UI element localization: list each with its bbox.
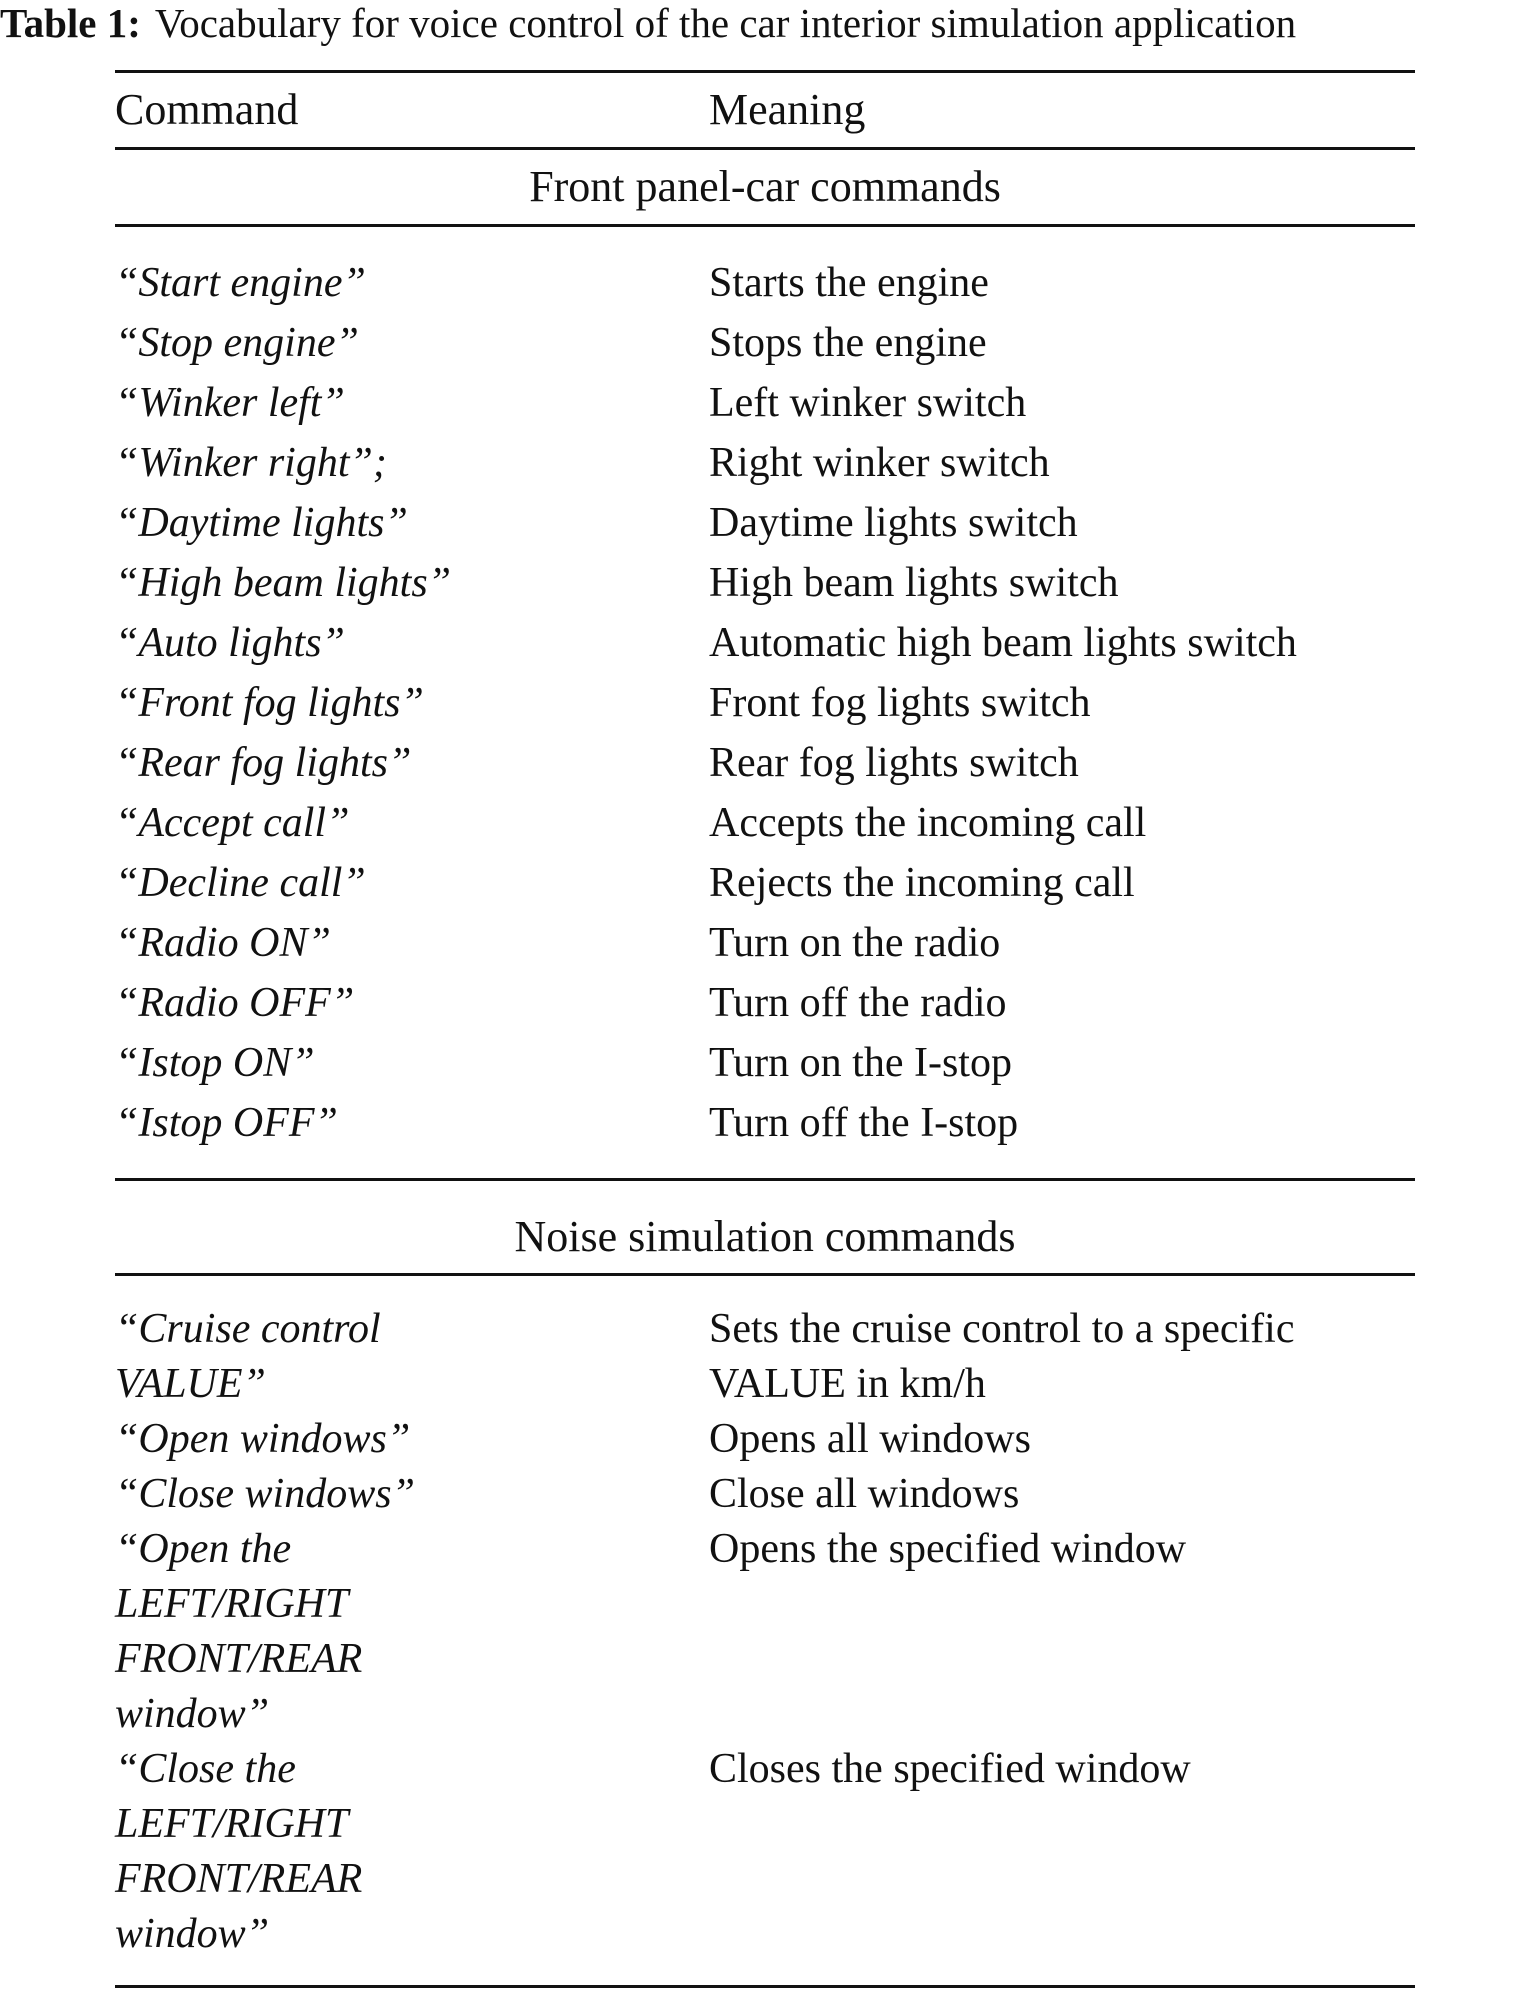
meaning-line: VALUE in km/h [709, 1361, 986, 1407]
table-row [115, 1522, 1415, 1742]
table-row [115, 493, 1415, 553]
command-cell: “Radio ON” [115, 920, 331, 966]
table-row [115, 1093, 1415, 1153]
command-cell: “Radio OFF” [115, 980, 355, 1026]
section-front-rule [115, 224, 1415, 227]
section-noise-rule [115, 1273, 1415, 1276]
table-row [115, 973, 1415, 1033]
meaning-cell: Rejects the incoming call [709, 860, 1135, 906]
command-cell [115, 1412, 709, 1467]
meaning-cell: Automatic high beam lights switch [709, 620, 1297, 666]
command-cell: “Decline call” [115, 860, 366, 906]
command-cell [115, 1467, 709, 1522]
section-title-front-panel: Front panel-car commands [529, 162, 1001, 211]
command-line: “Open windows” [115, 1416, 411, 1462]
command-cell: “Istop OFF” [115, 1100, 338, 1146]
meaning-cell: Turn off the radio [709, 980, 1007, 1026]
header-command: Command [115, 85, 299, 134]
table-row [115, 613, 1415, 673]
table-row [115, 853, 1415, 913]
table-row [115, 913, 1415, 973]
meaning-cell: Rear fog lights switch [709, 740, 1079, 786]
command-cell [115, 1522, 709, 1742]
table-row [115, 1742, 1415, 1962]
command-cell: “Daytime lights” [115, 500, 408, 546]
meaning-cell: Accepts the incoming call [709, 800, 1147, 846]
meaning-line: Opens the specified window [709, 1526, 1187, 1572]
table-caption-title: Vocabulary for voice control of the car interior simulation application [154, 0, 1297, 46]
table-row [115, 313, 1415, 373]
command-cell: “Rear fog lights” [115, 740, 412, 786]
header-meaning: Meaning [709, 85, 866, 134]
command-cell: “Stop engine” [115, 320, 359, 366]
table-row [115, 373, 1415, 433]
command-cell [115, 1302, 709, 1412]
command-cell: “Front fog lights” [115, 680, 424, 726]
table-row [115, 433, 1415, 493]
meaning-cell [709, 1302, 1415, 1412]
command-line: “Cruise control [115, 1306, 381, 1352]
bottom-rule [115, 1985, 1415, 1988]
command-line: VALUE” [115, 1361, 266, 1407]
meaning-line: Sets the cruise control to a specific [709, 1306, 1295, 1352]
meaning-line: Close all windows [709, 1471, 1020, 1517]
meaning-cell: Turn on the I-stop [709, 1040, 1012, 1086]
header-rule [115, 147, 1415, 150]
meaning-cell [709, 1467, 1415, 1522]
table-row [115, 1467, 1415, 1522]
command-cell: “High beam lights” [115, 560, 452, 606]
table-row [115, 673, 1415, 733]
meaning-cell: Daytime lights switch [709, 500, 1078, 546]
command-line: LEFT/RIGHT [115, 1801, 349, 1847]
table-caption-label: Table 1: [0, 0, 141, 46]
command-cell [115, 1742, 709, 1962]
meaning-cell: Front fog lights switch [709, 680, 1091, 726]
command-cell: “Winker right”; [115, 440, 387, 486]
meaning-cell: Stops the engine [709, 320, 987, 366]
meaning-cell: Left winker switch [709, 380, 1027, 426]
meaning-cell: Turn off the I-stop [709, 1100, 1019, 1146]
meaning-cell: Turn on the radio [709, 920, 1001, 966]
meaning-cell [709, 1742, 1415, 1962]
command-line: window” [115, 1691, 270, 1737]
section-title-noise-simulation: Noise simulation commands [514, 1212, 1016, 1261]
front-panel-commands-table [115, 253, 1415, 1153]
command-line: LEFT/RIGHT [115, 1581, 349, 1627]
section-front-end-rule [115, 1178, 1415, 1181]
meaning-line: Opens all windows [709, 1416, 1031, 1462]
command-line: FRONT/REAR [115, 1636, 363, 1682]
table-row [115, 793, 1415, 853]
table-row [115, 553, 1415, 613]
table-row [115, 1033, 1415, 1093]
table-caption [0, 0, 1531, 46]
meaning-line: Closes the specified window [709, 1746, 1191, 1792]
table-row [115, 1302, 1415, 1412]
meaning-cell: High beam lights switch [709, 560, 1119, 606]
command-line: “Close windows” [115, 1471, 415, 1517]
table-row [115, 733, 1415, 793]
command-cell: “Winker left” [115, 380, 345, 426]
meaning-cell [709, 1412, 1415, 1467]
command-cell: “Auto lights” [115, 620, 345, 666]
command-line: “Close the [115, 1746, 296, 1792]
command-line: window” [115, 1911, 270, 1957]
meaning-cell: Starts the engine [709, 260, 989, 306]
table-row [115, 253, 1415, 313]
table-row [115, 1412, 1415, 1467]
command-line: “Open the [115, 1526, 292, 1572]
noise-simulation-commands-table [115, 1302, 1415, 1962]
command-cell: “Accept call” [115, 800, 350, 846]
command-cell: “Istop ON” [115, 1040, 315, 1086]
command-line: FRONT/REAR [115, 1856, 363, 1902]
meaning-cell: Right winker switch [709, 440, 1050, 486]
command-cell: “Start engine” [115, 260, 366, 306]
meaning-cell [709, 1522, 1415, 1742]
top-rule [115, 70, 1415, 73]
